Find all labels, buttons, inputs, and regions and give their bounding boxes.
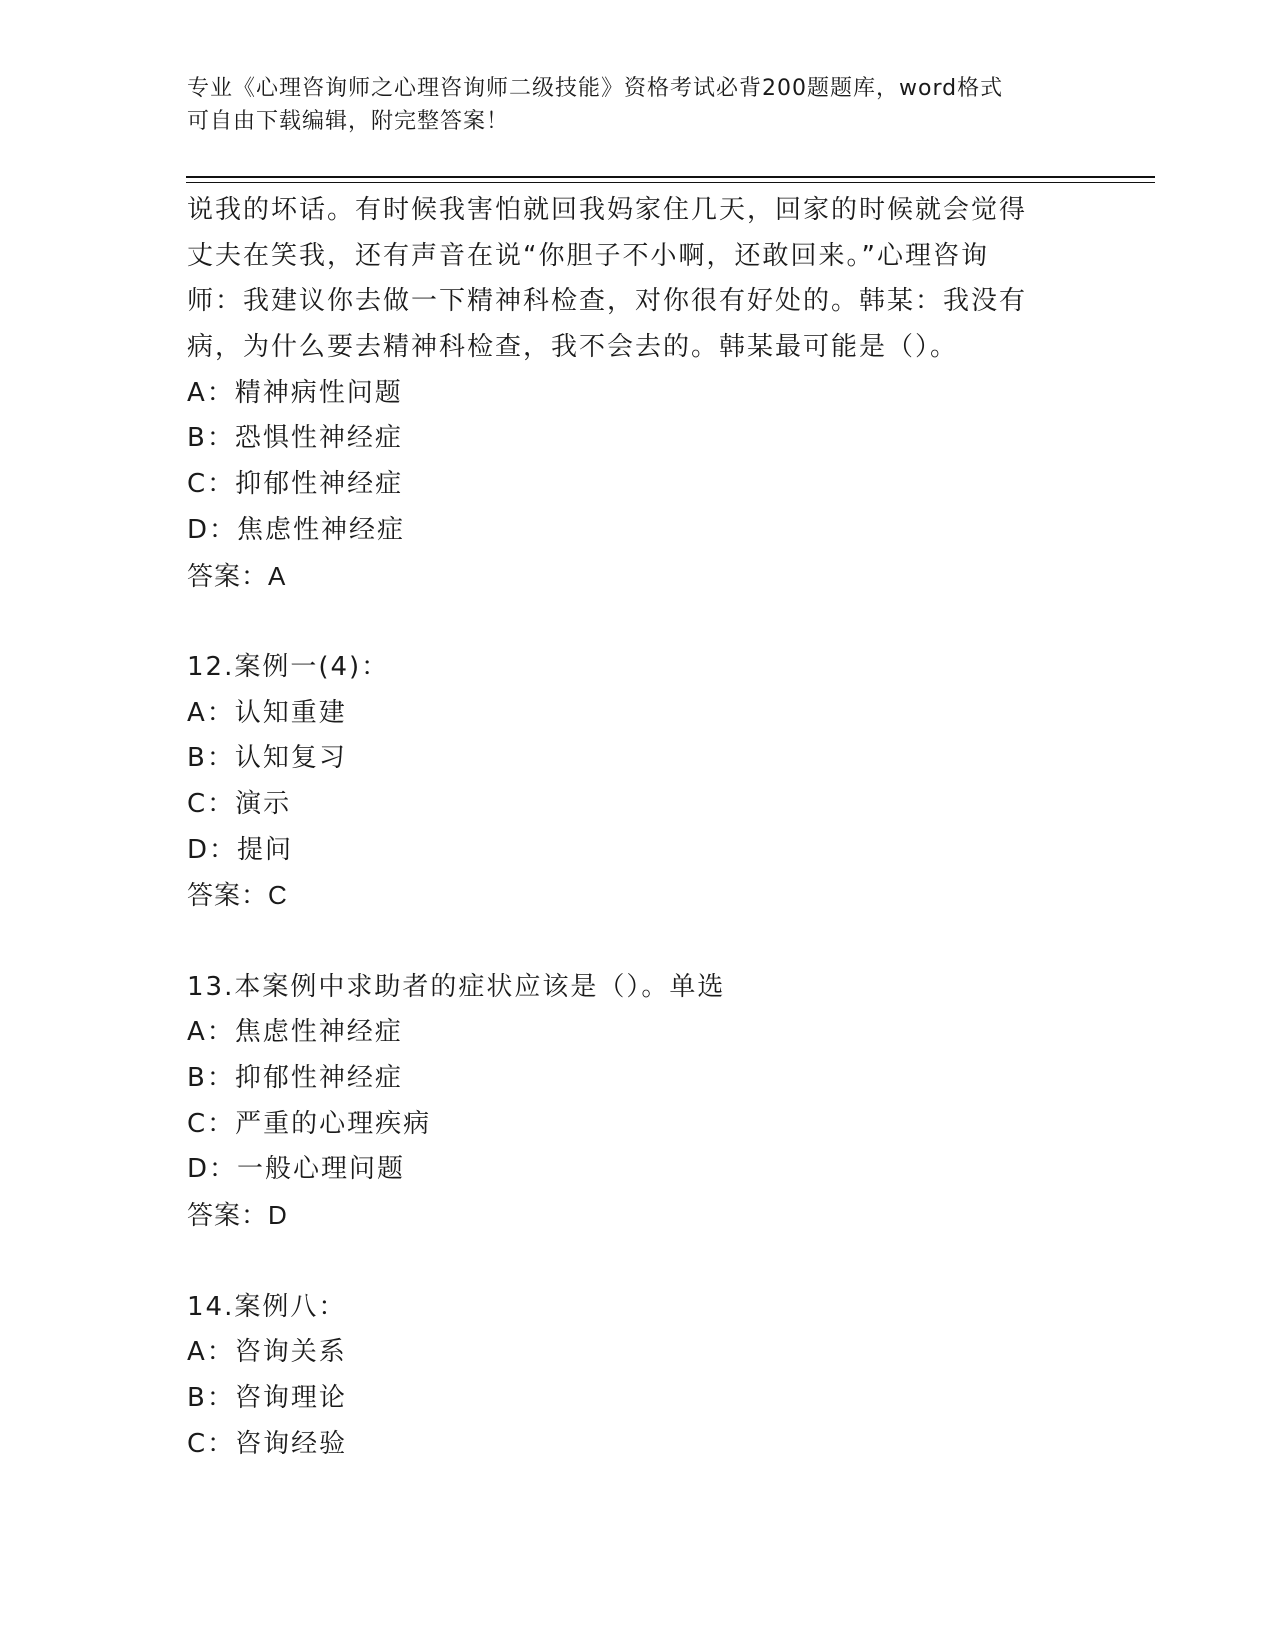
option-b: B：抑郁性神经症 [187, 1063, 403, 1094]
answer-line: 答案：C [187, 880, 288, 911]
spacer [187, 599, 1087, 645]
answer-line: 答案：D [187, 1200, 288, 1231]
option-b: B：认知复习 [187, 743, 347, 774]
option-d: D：焦虑性神经症 [187, 514, 406, 545]
option-b: B：咨询理论 [187, 1382, 347, 1413]
spacer [187, 1239, 1087, 1285]
option-b: B：恐惧性神经症 [187, 423, 403, 454]
option-a: A：焦虑性神经症 [187, 1017, 403, 1048]
option-d: D：一般心理问题 [187, 1154, 406, 1185]
question-content [187, 188, 1087, 1467]
question-stem: 14.案例八： [187, 1291, 347, 1322]
header-divider-thin [186, 182, 1155, 183]
option-a: A：精神病性问题 [187, 377, 403, 408]
question-stem: 12.案例一(4)： [187, 651, 390, 682]
option-c: C：咨询经验 [187, 1428, 348, 1459]
header-divider-thick [186, 176, 1155, 178]
question-text-line: 师：我建议你去做一下精神科检查，对你很有好处的。韩某：我没有 [187, 286, 1028, 317]
option-c: C：抑郁性神经症 [187, 469, 404, 500]
option-a: A：咨询关系 [187, 1337, 347, 1368]
question-text-line: 病，为什么要去精神科检查，我不会去的。韩某最可能是（）。 [187, 332, 959, 363]
question-text-line: 丈夫在笑我，还有声音在说“你胆子不小啊，还敢回来。”心理咨询 [187, 240, 989, 271]
option-c: C：严重的心理疾病 [187, 1108, 432, 1139]
header-line-2: 可自由下载编辑，附完整答案！ [187, 109, 510, 134]
option-d: D：提问 [187, 834, 294, 865]
document-header [187, 72, 1067, 138]
question-stem: 13.本案例中求助者的症状应该是（）。单选 [187, 971, 726, 1002]
option-a: A：认知重建 [187, 697, 347, 728]
spacer [187, 919, 1087, 965]
option-c: C：演示 [187, 788, 292, 819]
header-line-1: 专业《心理咨询师之心理咨询师二级技能》资格考试必背200题题库，word格式 [187, 76, 1004, 101]
question-text-line: 说我的坏话。有时候我害怕就回我妈家住几天，回家的时候就会觉得 [187, 195, 1028, 225]
answer-line: 答案：A [187, 560, 287, 591]
